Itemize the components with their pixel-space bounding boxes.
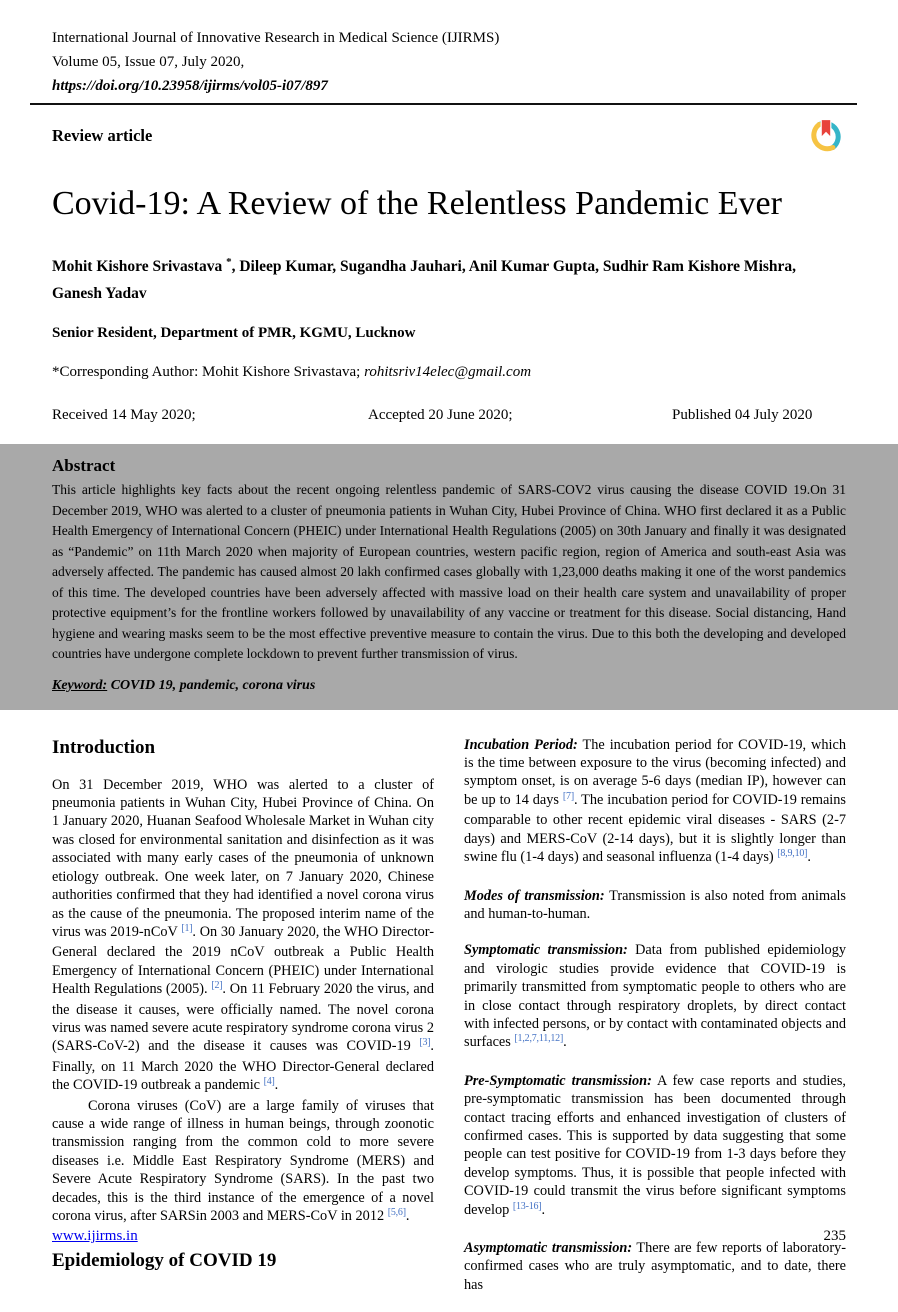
article-type-label: Review article — [52, 126, 153, 145]
citation-ref[interactable]: [5,6] — [387, 1207, 406, 1218]
text-run: . The incubation period for COVID-19 remains comparable to other recent epidemic viral diseases - SARS (2-7 days) and MERS-CoV (2-14 days), but it is slightly longer than swine flu (1-4 days) and seasonal influenza (1-4 days) — [464, 791, 846, 866]
journal-header — [52, 26, 846, 98]
text-run: . — [807, 849, 811, 866]
citation-ref[interactable]: [1,2,7,11,12] — [514, 1033, 564, 1045]
citation-ref[interactable]: [13-16] — [512, 1200, 542, 1212]
corresponding-email-link[interactable]: rohitsriv14elec@gmail.com — [364, 364, 532, 381]
abstract-section — [0, 444, 898, 710]
section-heading: Introduction — [52, 736, 156, 758]
keyword-label: Keyword: — [52, 677, 108, 693]
affiliation-line: Senior Resident, Department of PMR, KGMU, Lucknow — [52, 325, 416, 342]
citation-ref[interactable]: [1] — [181, 922, 193, 934]
text-run: There are few reports of laboratory-confirmed cases who are truly asymptomatic, and to date, there has — [464, 1240, 846, 1293]
authors-rest: , Dileep Kumar, Sugandha Jauhari, Anil Kumar Gupta, Sudhir Ram Kishore Mishra, Ganesh Yadav — [52, 258, 797, 303]
journal-website-link[interactable]: www.ijirms.in — [52, 1228, 138, 1244]
text-run: Transmission is also noted from animals and human-to-human. — [464, 887, 846, 922]
citation-ref[interactable]: [3] — [419, 1037, 431, 1049]
journal-name: International Journal of Innovative Research in Medical Science (IJIRMS) — [52, 30, 500, 46]
citation-ref[interactable]: [4] — [263, 1076, 275, 1088]
right-column — [464, 736, 846, 1312]
article-type-row — [52, 113, 846, 159]
run-in-heading: Symptomatic transmission: — [464, 942, 628, 959]
doi-link[interactable]: https://doi.org/10.23958/ijirms/vol05-i07/897 — [52, 78, 328, 94]
run-in-heading: Modes of transmission: — [464, 887, 605, 904]
text-run: . On 30 January 2020, the WHO Director-General declared the 2019 nCoV outbreak a Public Health Emergency of International Concern (PHEIC) under International Health Regulations (2005). — [52, 923, 434, 998]
authors-line — [52, 249, 846, 307]
corresponding-asterisk: * — [226, 256, 232, 268]
keyword-values: COVID 19, pandemic, corona virus — [107, 677, 316, 693]
page-footer — [52, 1228, 846, 1245]
article-title: Covid-19: A Review of the Relentless Pandemic Ever — [52, 185, 782, 222]
corresponding-label: *Corresponding Author: Mohit Kishore Srivastava; — [52, 364, 365, 381]
left-column — [52, 736, 434, 1312]
run-in-heading: Incubation Period: — [464, 736, 578, 753]
text-run: . Finally, on 11 March 2020 the WHO Director-General declared the COVID-19 outbreak a pandemic — [52, 1038, 434, 1094]
run-in-heading: Asymptomatic transmission: — [464, 1240, 633, 1256]
text-run: . — [274, 1077, 279, 1094]
text-run: Data from published epidemiology and virologic studies provide evidence that COVID-19 is primarily transmitted from symptomatic people to others who are in close contact through respiratory droplets, by direct contact with infected persons, or by contact with contaminated objects and surfaces — [464, 942, 847, 1051]
journal-volume-line: Volume 05, Issue 07, July 2020, — [52, 54, 245, 70]
paragraph — [464, 1072, 846, 1221]
text-run: . — [563, 1034, 567, 1051]
text-run: A few case reports and studies, pre-symptomatic transmission has been documented through contact tracing efforts and enhanced investigation of clusters of confirmed cases. This is supported by data suggesting that some people can test positive for COVID-19 from 1-3 days before they develop symptoms. Thus, it is possible that people infected with COVID-19 could transmit the virus before significant symptoms develop — [464, 1072, 846, 1218]
abstract-heading: Abstract — [52, 456, 116, 476]
citation-ref[interactable]: [2] — [211, 980, 223, 992]
accepted-date: Accepted 20 June 2020; — [368, 407, 513, 424]
run-in-heading: Pre-Symptomatic transmission: — [464, 1072, 652, 1089]
paragraph — [464, 887, 846, 924]
paragraph — [52, 1097, 434, 1228]
page-number: 235 — [823, 1228, 846, 1244]
section-heading: Epidemiology of COVID 19 — [52, 1250, 277, 1272]
paragraph — [464, 736, 846, 869]
paragraph — [52, 776, 434, 1097]
keyword-line — [52, 678, 846, 694]
journal-logo-icon — [806, 114, 846, 158]
article-body — [52, 736, 846, 1312]
published-date: Published 04 July 2020 — [672, 407, 813, 424]
text-run: Corona viruses (CoV) are a large family of viruses that cause a wide range of illness in human beings, through zoonotic transmission ranging from the common cold to more severe diseases i.e. Middle East Respiratory Syndrome (MERS) and Severe Acute Respiratory Syndrome (SARS). In the past two decades, this is the third instance of the emergence of a novel corona virus, after SARSin 2003 and MERS-CoV in 2012 — [52, 1097, 434, 1224]
text-run: . On 11 February 2020 the virus, and the disease it causes, were officially named. The novel corona virus was named severe acute respiratory syndrome corona virus 2 (SARS-CoV-2) and the disease it causes was COVID-19 — [52, 981, 434, 1055]
received-date: Received 14 May 2020; — [52, 407, 196, 424]
paragraph — [464, 1239, 846, 1294]
corresponding-line — [52, 364, 846, 381]
text-run: . — [405, 1208, 410, 1224]
text-run: The incubation period for COVID-19, which is the time between exposure to the virus (becoming infected) and symptom onset, is on average 5-6 days (median IP), however can be up to 14 days — [464, 736, 846, 808]
citation-ref[interactable]: [7] — [562, 790, 574, 802]
citation-ref[interactable]: [8,9,10] — [777, 848, 808, 860]
abstract-text: This article highlights key facts about the recent ongoing relentless pandemic of SARS-COV2 virus causing the disease COVID 19.On 31 December 2019, WHO was alerted to a cluster of pneumonia patients in Wuhan City, Hubei Province of China. WHO first declared it as a Public Health Emergency of International Concern (PHEIC) under International Health Regulations (2005) on 30th January and finally it was designated as “Pandemic” on 11th March 2020 when majority of European countries, western pacific region, region of America and south-east Asia was adversely affected. The pandemic has caused almost 20 lakh confirmed cases globally with 1,23,000 deaths making it one of the worst pandemics of this time. The developed countries have been adversely affected with massive load on their health care system and unavailability of proper protective equipment’s for the frontline workers followed by unavailability of any vaccine or treatment for this disease. Social distancing, Hand hygiene and wearing masks seem to be the most effective preventive measure to contain the virus. Due to this both the developing and developed countries have undergone complete lockdown to prevent further transmission of virus. — [52, 482, 846, 662]
author-first: Mohit Kishore Srivastava — [52, 258, 223, 276]
paragraph — [464, 941, 846, 1053]
text-run: . — [541, 1201, 546, 1218]
dates-row — [52, 407, 846, 424]
header-divider — [30, 103, 857, 105]
text-run: On 31 December 2019, WHO was alerted to a cluster of pneumonia patients in Wuhan City, Hubei Province of China. On 1 January 2020, Huanan Seafood Wholesale Market in Wuhan city was closed for environmental sanitation and disinfection as it was associated with many early cases of the pneumonia of unknown etiology outbreak. One week later, on 7 January 2020, Chinese authorities confirmed that they had identified a novel corona virus as the cause of the pneumonia. The proposed interim name of the virus was 2019-nCoV — [52, 776, 434, 940]
